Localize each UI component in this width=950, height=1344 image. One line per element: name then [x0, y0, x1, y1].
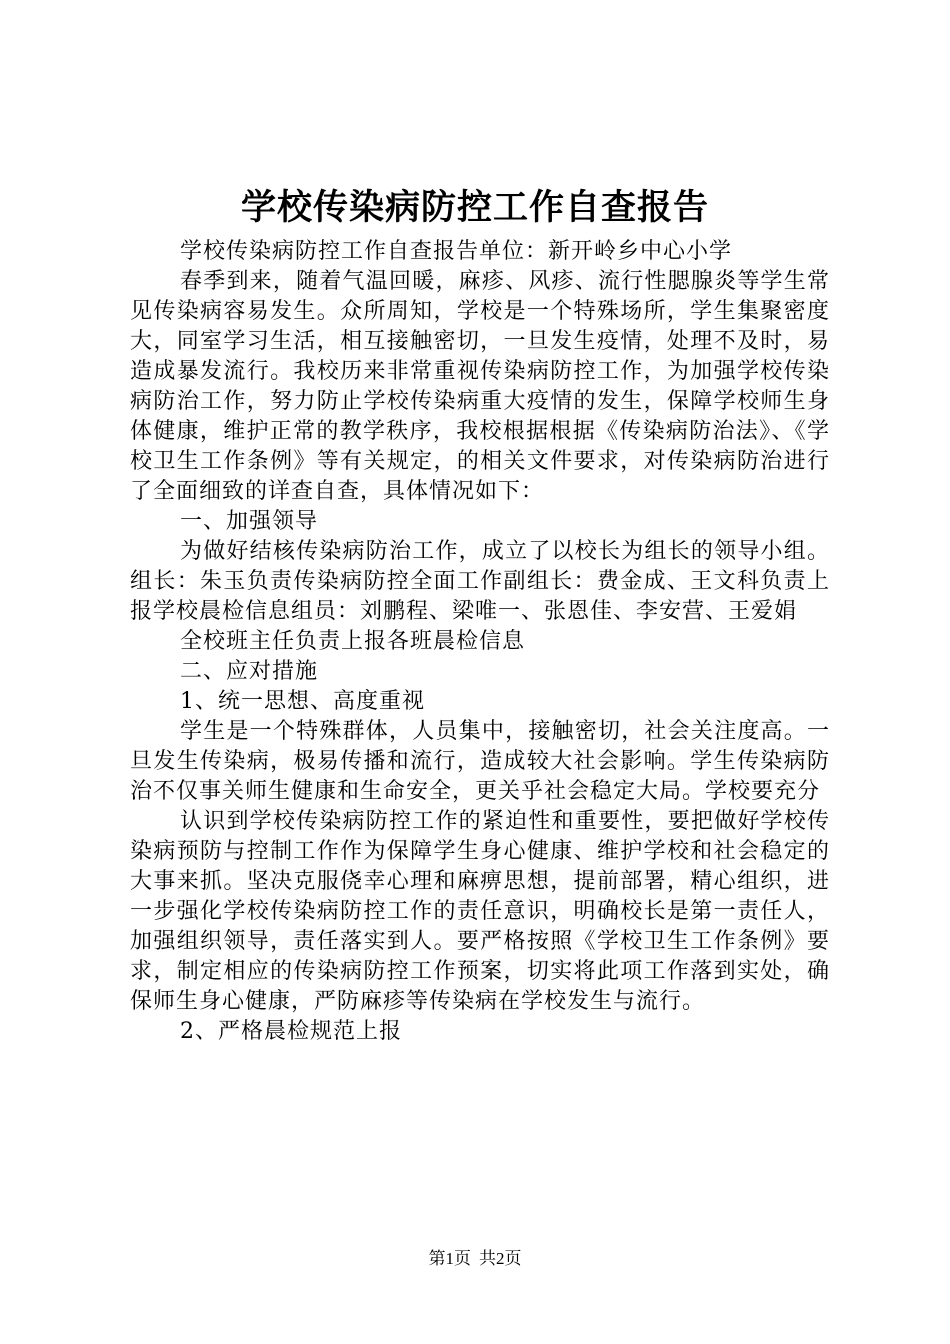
document-title: 学校传染病防控工作自查报告	[240, 188, 709, 228]
document-body	[130, 237, 830, 1047]
paragraph-intro: 春季到来，随着气温回暖，麻疹、风疹、流行性腮腺炎等学生常见传染病容易发生。众所周知，学校是一个特殊场所，学生集聚密度大，同室学习生活，相互接触密切，一旦发生疫情，处理不及时，易造成暴发流行。我校历来非常重视传染病防控工作，为加强学校传染病防治工作，努力防止学校传染病重大疫情的发生，保障学校师生身体健康，维护正常的教学秩序，我校根据根据《传染病防治法》、《学校卫生工作条例》等有关规定，的相关文件要求，对传染病防治进行了全面细致的详查自查，具体情况如下：	[130, 269, 830, 504]
paragraph-awareness: 认识到学校传染病防控工作的紧迫性和重要性，要把做好学校传染病预防与控制工作作为保障学生身心健康、维护学校和社会稳定的大事来抓。坚决克服侥幸心理和麻痹思想，提前部署，精心组织，进一步强化学校传染病防控工作的责任意识，明确校长是第一责任人，加强组织领导，责任落实到人。要严格按照《学校卫生工作条例》要求，制定相应的传染病防控工作预案，切实将此项工作落到实处，确保师生身心健康，严防麻疹等传染病在学校发生与流行。	[130, 809, 830, 1014]
section-heading-leadership: 一、加强领导	[180, 509, 319, 534]
paragraph-class-teachers: 全校班主任负责上报各班晨检信息	[180, 629, 526, 654]
page-footer	[0, 1247, 950, 1271]
paragraph-header: 学校传染病防控工作自查报告单位：新开岭乡中心小学	[180, 239, 733, 264]
page-total: 共2页	[479, 1249, 522, 1268]
paragraph-students: 学生是一个特殊群体，人员集中，接触密切，社会关注度高。一旦发生传染病，极易传播和流行，造成较大社会影响。学生传染病防治不仅事关师生健康和生命安全，更关乎社会稳定大局。学校要充分	[130, 719, 830, 804]
section-heading-measures: 二、应对措施	[180, 659, 319, 684]
subheading-unify-thinking: 1、统一思想、高度重视	[180, 689, 425, 714]
paragraph-leadership: 为做好结核传染病防治工作，成立了以校长为组长的领导小组。组长：朱玉负责传染病防控全面工作副组长：费金成、王文科负责上报学校晨检信息组员：刘鹏程、梁唯一、张恩佳、李安营、王爱娟	[130, 539, 830, 624]
page-number: 第1页	[428, 1249, 471, 1268]
subheading-morning-check: 2、严格晨检规范上报	[180, 1019, 402, 1044]
